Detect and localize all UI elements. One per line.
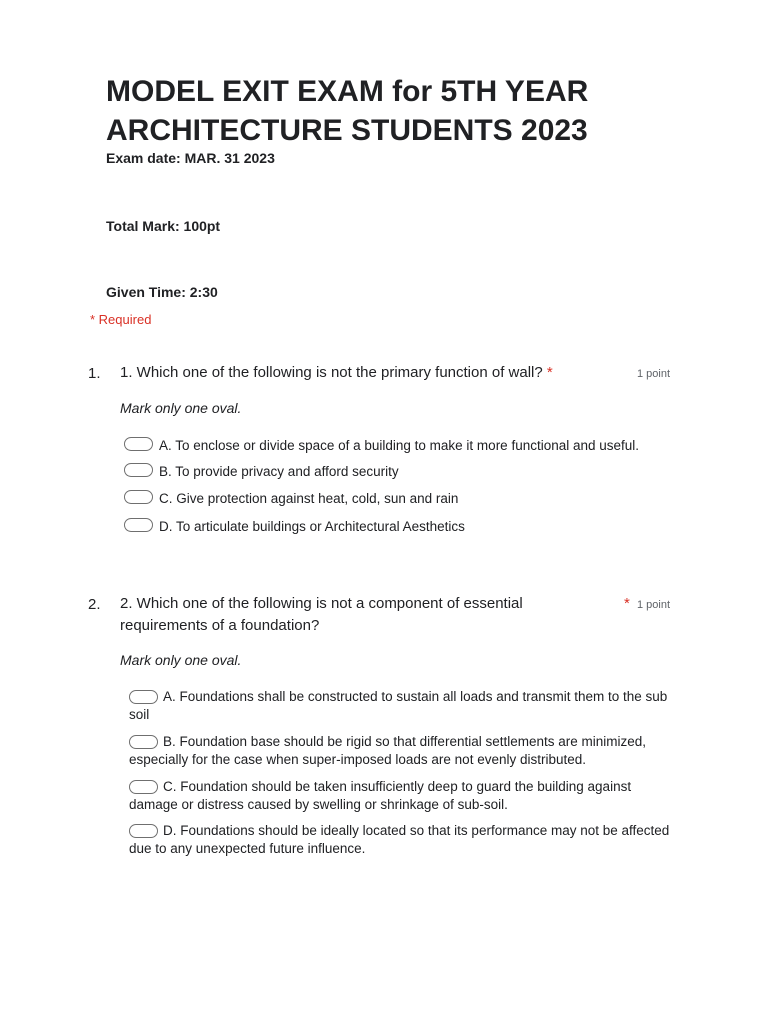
radio-oval[interactable] xyxy=(129,824,158,838)
radio-oval[interactable] xyxy=(129,690,158,704)
option-label: B. To provide privacy and afford security xyxy=(159,464,399,479)
radio-oval[interactable] xyxy=(124,490,153,504)
total-mark: Total Mark: 100pt xyxy=(106,218,221,234)
option-a[interactable] xyxy=(124,688,674,724)
exam-date: Exam date: MAR. 31 2023 xyxy=(106,150,275,166)
radio-oval[interactable] xyxy=(129,780,158,794)
option-a[interactable] xyxy=(124,437,704,455)
question-label: 1. Which one of the following is not the primary function of wall? xyxy=(120,364,543,381)
radio-oval[interactable] xyxy=(124,437,153,451)
option-c[interactable] xyxy=(124,490,704,508)
option-label: B. Foundation base should be rigid so that differential settlements are minimized, especially for the case when super-imposed loads are not evenly distributed. xyxy=(129,734,647,767)
option-label: C. Foundation should be taken insufficiently deep to guard the building against damage or distress caused by swelling or shrinkage of sub-soil. xyxy=(129,779,632,812)
form-title: MODEL EXIT EXAM for 5TH YEAR ARCHITECTURE STUDENTS 2023 xyxy=(106,75,589,147)
required-note: * Required xyxy=(90,312,152,327)
points-badge: 1 point xyxy=(637,599,671,611)
points-badge: 1 point xyxy=(637,368,671,380)
option-label: D. To articulate buildings or Architectural Aesthetics xyxy=(159,519,465,534)
question-text xyxy=(120,362,600,384)
option-d[interactable] xyxy=(124,822,674,858)
option-c[interactable] xyxy=(124,778,674,814)
option-d[interactable] xyxy=(124,518,704,536)
option-label: A. To enclose or divide space of a building to make it more functional and useful. xyxy=(159,438,640,453)
question-text: 2. Which one of the following is not a component of essential requirements of a foundation? xyxy=(120,595,523,634)
option-b[interactable] xyxy=(124,463,704,481)
instruction-hint: Mark only one oval. xyxy=(120,400,242,416)
given-time: Given Time: 2:30 xyxy=(106,284,218,300)
radio-oval[interactable] xyxy=(129,735,158,749)
required-star: * xyxy=(624,595,630,612)
option-label: A. Foundations shall be constructed to sustain all loads and transmit them to the sub soil xyxy=(129,689,668,722)
option-label: D. Foundations should be ideally located so that its performance may not be affected due to any unexpected future influence. xyxy=(129,823,670,856)
option-b[interactable] xyxy=(124,733,674,769)
required-star: * xyxy=(546,364,553,381)
radio-oval[interactable] xyxy=(124,518,153,532)
option-label: C. Give protection against heat, cold, sun and rain xyxy=(159,491,459,506)
question-number: 2. xyxy=(88,596,101,613)
question-number: 1. xyxy=(88,365,101,382)
instruction-hint: Mark only one oval. xyxy=(120,652,242,668)
radio-oval[interactable] xyxy=(124,463,153,477)
